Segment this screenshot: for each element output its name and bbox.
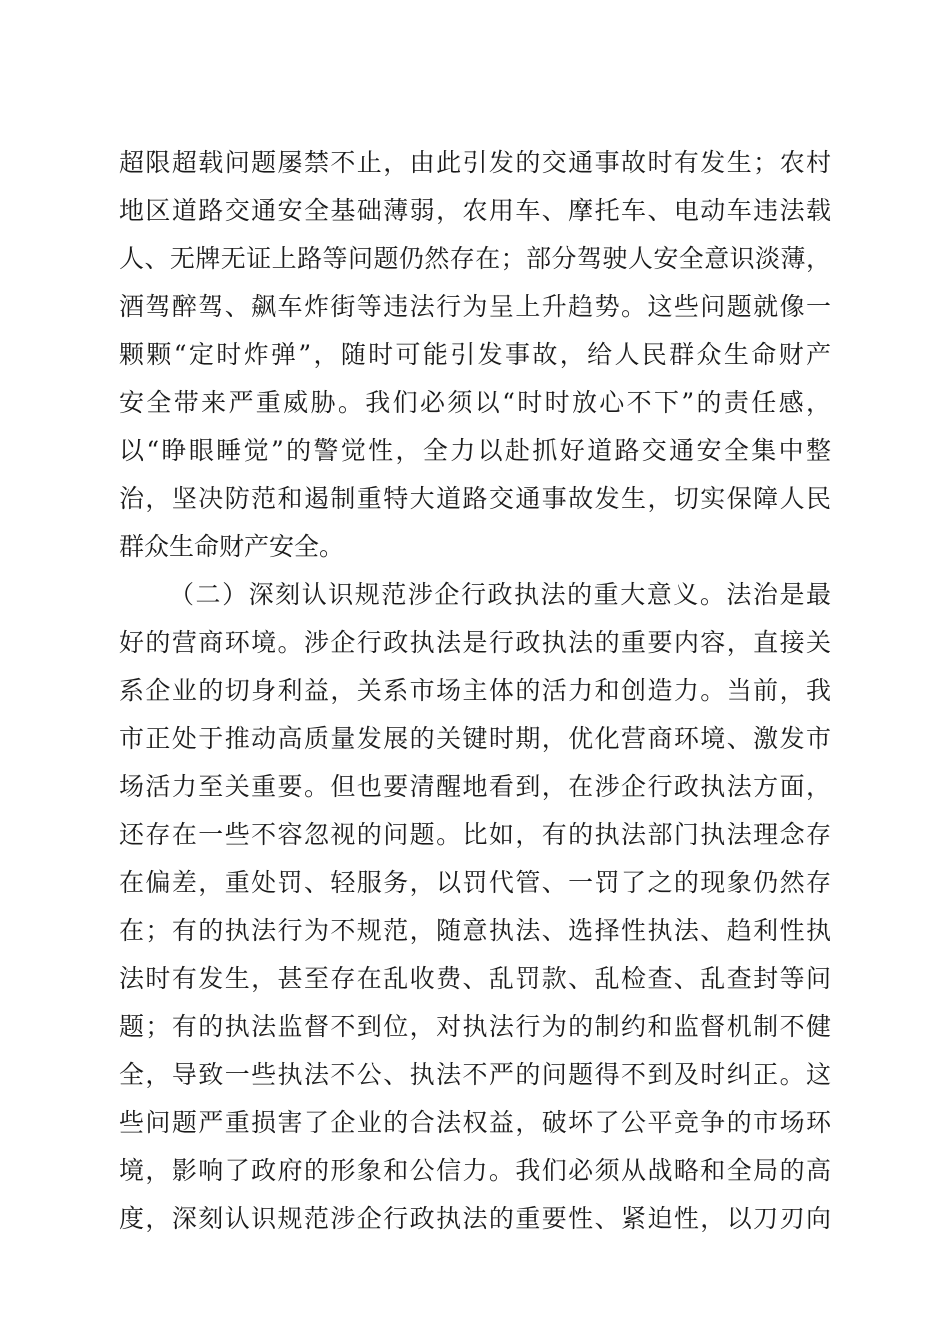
text-line: 地区道路交通安全基础薄弱，农用车、摩托车、电动车违法载 — [119, 196, 831, 225]
text-line: 还存在一些不容忽视的问题。比如，有的执法部门执法理念存 — [119, 820, 831, 849]
text-line: 系企业的切身利益，关系市场主体的活力和创造力。当前，我 — [119, 676, 831, 705]
text-line: 法时有发生，甚至存在乱收费、乱罚款、乱检查、乱查封等问 — [119, 964, 831, 993]
section-heading-line: （二）深刻认识规范涉企行政执法的重大意义。法治是最 — [169, 580, 831, 609]
text-line: 在；有的执法行为不规范，随意执法、选择性执法、趋利性执 — [119, 916, 831, 945]
text-line: 在偏差，重处罚、轻服务，以罚代管、一罚了之的现象仍然存 — [119, 868, 831, 897]
text-line: 全，导致一些执法不公、执法不严的问题得不到及时纠正。这 — [119, 1060, 831, 1089]
text-line: 市正处于推动高质量发展的关键时期，优化营商环境、激发市 — [119, 724, 831, 753]
text-line: 群众生命财产安全。 — [119, 532, 345, 561]
text-line: 颗颗“定时炸弹”，随时可能引发事故，给人民群众生命财产 — [119, 340, 831, 369]
text-line: 超限超载问题屡禁不止，由此引发的交通事故时有发生；农村 — [119, 148, 831, 177]
text-line: 些问题严重损害了企业的合法权益，破坏了公平竞争的市场环 — [119, 1108, 831, 1137]
paragraph-traffic-safety — [119, 139, 831, 571]
text-line: 境，影响了政府的形象和公信力。我们必须从战略和全局的高 — [119, 1156, 831, 1185]
text-line: 度，深刻认识规范涉企行政执法的重要性、紧迫性，以刀刃向 — [119, 1204, 831, 1233]
text-line: 好的营商环境。涉企行政执法是行政执法的重要内容，直接关 — [119, 628, 831, 657]
text-line: 酒驾醉驾、飙车炸街等违法行为呈上升趋势。这些问题就像一 — [119, 292, 831, 321]
text-line: 题；有的执法监督不到位，对执法行为的制约和监督机制不健 — [119, 1012, 831, 1041]
paragraph-enterprise-enforcement — [119, 571, 831, 1243]
text-line: 场活力至关重要。但也要清醒地看到，在涉企行政执法方面， — [119, 772, 831, 801]
document-body — [119, 139, 831, 1243]
text-line: 以“睁眼睡觉”的警觉性，全力以赴抓好道路交通安全集中整 — [119, 436, 831, 465]
text-line: 治，坚决防范和遏制重特大道路交通事故发生，切实保障人民 — [119, 484, 831, 513]
text-line: 人、无牌无证上路等问题仍然存在；部分驾驶人安全意识淡薄， — [119, 244, 831, 273]
text-line: 安全带来严重威胁。我们必须以“时时放心不下”的责任感， — [119, 388, 831, 417]
